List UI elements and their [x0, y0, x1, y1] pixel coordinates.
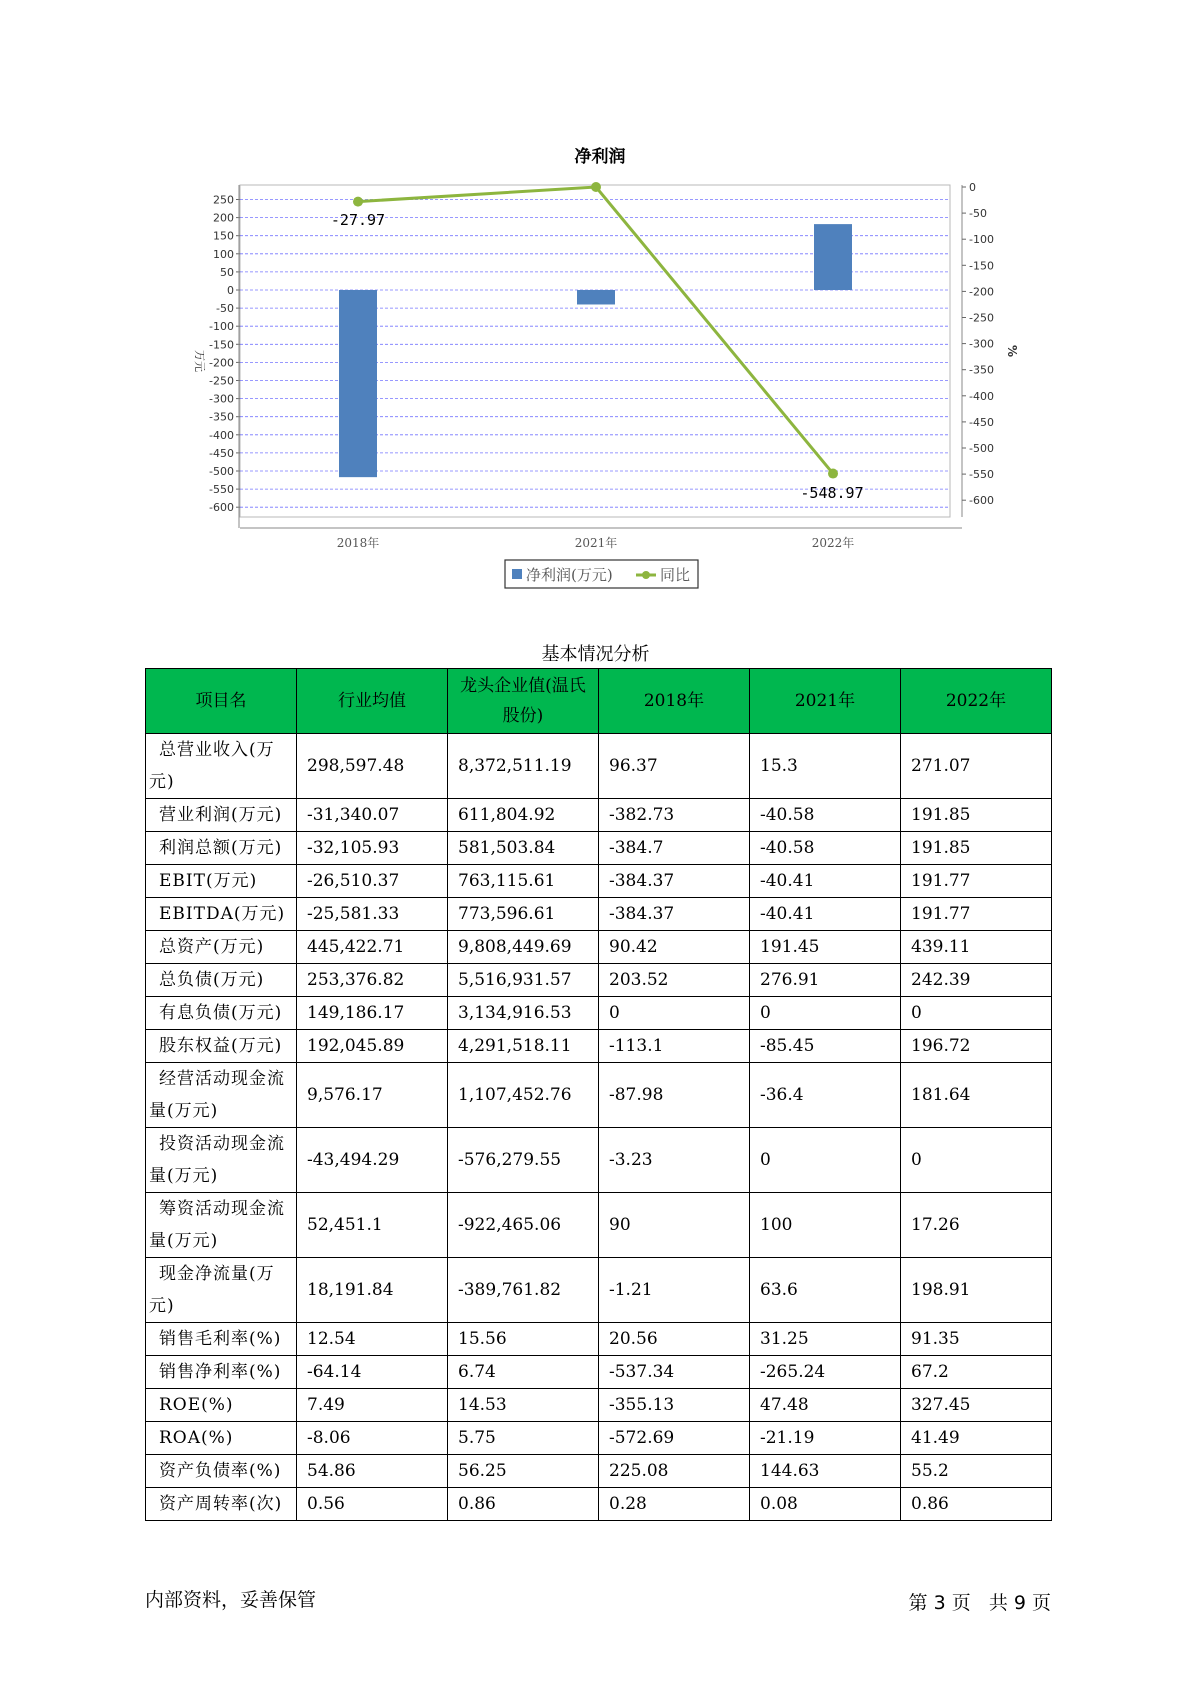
table-cell: -384.37 [599, 898, 750, 931]
table-cell: 191.45 [750, 931, 901, 964]
table-cell: 0 [750, 997, 901, 1030]
legend-line-label: 同比 [660, 566, 691, 584]
y-axis-label: 万元 [193, 350, 206, 372]
legend-bar-label: 净利润(万元) [526, 566, 613, 584]
table-cell: 14.53 [448, 1389, 599, 1422]
table-cell: -922,465.06 [448, 1193, 599, 1258]
table-cell: -43,494.29 [297, 1128, 448, 1193]
table-row [146, 1356, 1052, 1389]
row-label: 投资活动现金流量(万元) [146, 1128, 297, 1193]
table-cell: -64.14 [297, 1356, 448, 1389]
y2-tick-label: -600 [969, 494, 994, 508]
table-cell: -8.06 [297, 1422, 448, 1455]
bar-1 [577, 290, 615, 304]
table-row [146, 1063, 1052, 1128]
table-row [146, 1030, 1052, 1063]
table-cell: -384.7 [599, 832, 750, 865]
table-cell: 7.49 [297, 1389, 448, 1422]
column-header: 项目名 [146, 669, 297, 734]
table-cell: 181.64 [901, 1063, 1052, 1128]
table-cell: -382.73 [599, 799, 750, 832]
table-cell: 327.45 [901, 1389, 1052, 1422]
table-row [146, 832, 1052, 865]
table-cell: 225.08 [599, 1455, 750, 1488]
table-cell: 191.85 [901, 799, 1052, 832]
table-cell: -576,279.55 [448, 1128, 599, 1193]
table-cell: 67.2 [901, 1356, 1052, 1389]
table-cell: 0 [901, 1128, 1052, 1193]
row-label: 有息负债(万元) [146, 997, 297, 1030]
y2-tick-label: -450 [969, 415, 994, 429]
table-cell: -85.45 [750, 1030, 901, 1063]
table-cell: 191.85 [901, 832, 1052, 865]
y2-tick-label: -250 [969, 311, 994, 325]
table-cell: -40.58 [750, 799, 901, 832]
y-tick-label: 100 [213, 247, 234, 261]
table-cell: 9,808,449.69 [448, 931, 599, 964]
y-tick-label: -350 [209, 410, 234, 424]
table-cell: 100 [750, 1193, 901, 1258]
table-cell: 55.2 [901, 1455, 1052, 1488]
legend-line-marker [642, 571, 650, 579]
table-cell: 4,291,518.11 [448, 1030, 599, 1063]
table-cell: 18,191.84 [297, 1258, 448, 1323]
y-tick-label: -600 [209, 501, 234, 515]
row-label: EBITDA(万元) [146, 898, 297, 931]
table-row [146, 1193, 1052, 1258]
table-cell: -40.41 [750, 898, 901, 931]
table-row [146, 964, 1052, 997]
table-row [146, 1488, 1052, 1521]
table-row [146, 1422, 1052, 1455]
row-label: EBIT(万元) [146, 865, 297, 898]
basic-analysis-table [145, 668, 1052, 1521]
table-cell: 242.39 [901, 964, 1052, 997]
y-tick-label: 50 [220, 265, 234, 279]
table-row [146, 865, 1052, 898]
table-cell: -572.69 [599, 1422, 750, 1455]
row-label: 利润总额(万元) [146, 832, 297, 865]
table-cell: 198.91 [901, 1258, 1052, 1323]
table-cell: 144.63 [750, 1455, 901, 1488]
y-tick-label: 150 [213, 229, 234, 243]
y2-tick-label: -500 [969, 442, 994, 455]
table-cell: 149,186.17 [297, 997, 448, 1030]
y2-tick-label: -350 [969, 363, 994, 377]
bar-0 [339, 290, 377, 477]
table-cell: -21.19 [750, 1422, 901, 1455]
row-label: ROE(%) [146, 1389, 297, 1422]
table-cell: 0 [599, 997, 750, 1030]
y-tick-label: -100 [209, 320, 234, 334]
table-cell: -36.4 [750, 1063, 901, 1128]
table-cell: 15.3 [750, 734, 901, 799]
table-cell: 15.56 [448, 1323, 599, 1356]
y-tick-label: -550 [209, 483, 234, 497]
table-cell: 763,115.61 [448, 865, 599, 898]
column-header: 龙头企业值(温氏股份) [448, 669, 599, 734]
table-cell: -389,761.82 [448, 1258, 599, 1323]
table-cell: -113.1 [599, 1030, 750, 1063]
footer-confidential-note: 内部资料，妥善保管 [145, 1589, 317, 1611]
table-cell: 9,576.17 [297, 1063, 448, 1128]
data-label: -548.97 [800, 484, 864, 502]
table-cell: 0.86 [448, 1488, 599, 1521]
table-cell: -31,340.07 [297, 799, 448, 832]
y2-tick-label: -100 [969, 233, 994, 247]
table-cell: 96.37 [599, 734, 750, 799]
row-label: 资产负债率(%) [146, 1455, 297, 1488]
yoy-point-2 [828, 469, 838, 479]
footer-page-number: 第 3 页 共 9 页 [908, 1592, 1051, 1614]
y2-tick-label: 0 [969, 181, 976, 194]
table-cell: 56.25 [448, 1455, 599, 1488]
table-cell: -1.21 [599, 1258, 750, 1323]
table-cell: 611,804.92 [448, 799, 599, 832]
y-tick-label: 200 [213, 211, 234, 225]
yoy-line [358, 187, 833, 474]
y2-tick-label: -50 [969, 207, 987, 221]
column-header: 2021年 [750, 669, 901, 734]
row-label: 总资产(万元) [146, 931, 297, 964]
table-cell: 12.54 [297, 1323, 448, 1356]
y-tick-label: -300 [209, 392, 234, 406]
row-label: 股东权益(万元) [146, 1030, 297, 1063]
table-cell: 0.08 [750, 1488, 901, 1521]
table-cell: 5.75 [448, 1422, 599, 1455]
table-cell: 6.74 [448, 1356, 599, 1389]
net-profit-chart [0, 0, 1191, 620]
y-tick-label: -250 [209, 374, 234, 388]
row-label: 销售毛利率(%) [146, 1323, 297, 1356]
table-cell: 0.28 [599, 1488, 750, 1521]
table-row [146, 1323, 1052, 1356]
y2-tick-label: -300 [969, 337, 994, 351]
y-tick-label: 0 [227, 284, 234, 297]
data-label: -27.97 [330, 211, 386, 229]
table-cell: 31.25 [750, 1323, 901, 1356]
row-label: ROA(%) [146, 1422, 297, 1455]
table-cell: 0 [901, 997, 1052, 1030]
bar-2 [814, 224, 852, 290]
x-tick-label: 2022年 [811, 536, 855, 550]
table-row [146, 1128, 1052, 1193]
y2-tick-label: -150 [969, 259, 994, 273]
table-cell: 773,596.61 [448, 898, 599, 931]
table-cell: -3.23 [599, 1128, 750, 1193]
table-row [146, 734, 1052, 799]
row-label: 总负债(万元) [146, 964, 297, 997]
table-row [146, 1258, 1052, 1323]
y-tick-label: -450 [209, 446, 234, 460]
table-cell: -355.13 [599, 1389, 750, 1422]
table-cell: 91.35 [901, 1323, 1052, 1356]
table-title: 基本情况分析 [541, 644, 650, 665]
table-cell: -32,105.93 [297, 832, 448, 865]
column-header: 2022年 [901, 669, 1052, 734]
table-cell: 17.26 [901, 1193, 1052, 1258]
table-cell: -265.24 [750, 1356, 901, 1389]
yoy-point-1 [591, 182, 601, 192]
y-tick-label: -500 [209, 465, 234, 478]
table-row [146, 1389, 1052, 1422]
table-cell: -537.34 [599, 1356, 750, 1389]
table-cell: 90.42 [599, 931, 750, 964]
table-cell: -87.98 [599, 1063, 750, 1128]
table-cell: 1,107,452.76 [448, 1063, 599, 1128]
row-label: 现金净流量(万元) [146, 1258, 297, 1323]
table-header-row [146, 669, 1052, 734]
y-tick-label: -400 [209, 428, 234, 442]
table-cell: 0 [750, 1128, 901, 1193]
table-cell: 0.56 [297, 1488, 448, 1521]
x-tick-label: 2021年 [574, 536, 618, 550]
x-tick-label: 2018年 [336, 536, 380, 550]
row-label: 营业利润(万元) [146, 799, 297, 832]
table-cell: 52,451.1 [297, 1193, 448, 1258]
table-cell: 271.07 [901, 734, 1052, 799]
yoy-point-0 [353, 197, 363, 207]
table-cell: 253,376.82 [297, 964, 448, 997]
table-cell: 581,503.84 [448, 832, 599, 865]
y-tick-label: -200 [209, 356, 234, 370]
table-cell: 47.48 [750, 1389, 901, 1422]
row-label: 经营活动现金流量(万元) [146, 1063, 297, 1128]
table-cell: -384.37 [599, 865, 750, 898]
table-cell: 439.11 [901, 931, 1052, 964]
table-cell: 196.72 [901, 1030, 1052, 1063]
table-cell: -40.58 [750, 832, 901, 865]
column-header: 行业均值 [297, 669, 448, 734]
row-label: 资产周转率(次) [146, 1488, 297, 1521]
y2-tick-label: -200 [969, 285, 994, 299]
y-tick-label: -50 [216, 302, 234, 316]
table-row [146, 898, 1052, 931]
y2-tick-label: -400 [969, 389, 994, 403]
table-cell: 192,045.89 [297, 1030, 448, 1063]
table-cell: 63.6 [750, 1258, 901, 1323]
table-cell: 191.77 [901, 865, 1052, 898]
y-tick-label: -150 [209, 338, 234, 352]
table-cell: 298,597.48 [297, 734, 448, 799]
chart-title: 净利润 [574, 147, 626, 167]
table-cell: 276.91 [750, 964, 901, 997]
table-cell: 54.86 [297, 1455, 448, 1488]
y2-axis-label: % [1005, 345, 1019, 358]
table-row [146, 931, 1052, 964]
table-cell: 41.49 [901, 1422, 1052, 1455]
row-label: 总营业收入(万元) [146, 734, 297, 799]
table-cell: 3,134,916.53 [448, 997, 599, 1030]
row-label: 筹资活动现金流量(万元) [146, 1193, 297, 1258]
table-row [146, 1455, 1052, 1488]
table-cell: 0.86 [901, 1488, 1052, 1521]
table-cell: 8,372,511.19 [448, 734, 599, 799]
y2-tick-label: -550 [969, 468, 994, 482]
row-label: 销售净利率(%) [146, 1356, 297, 1389]
column-header: 2018年 [599, 669, 750, 734]
legend-bar-swatch [512, 569, 522, 579]
table-cell: 191.77 [901, 898, 1052, 931]
y-tick-label: 250 [213, 193, 234, 207]
table-cell: 90 [599, 1193, 750, 1258]
table-cell: 20.56 [599, 1323, 750, 1356]
table-row [146, 799, 1052, 832]
table-row [146, 997, 1052, 1030]
table-cell: 445,422.71 [297, 931, 448, 964]
table-cell: -40.41 [750, 865, 901, 898]
table-cell: 203.52 [599, 964, 750, 997]
table-cell: -25,581.33 [297, 898, 448, 931]
table-cell: 5,516,931.57 [448, 964, 599, 997]
table-cell: -26,510.37 [297, 865, 448, 898]
